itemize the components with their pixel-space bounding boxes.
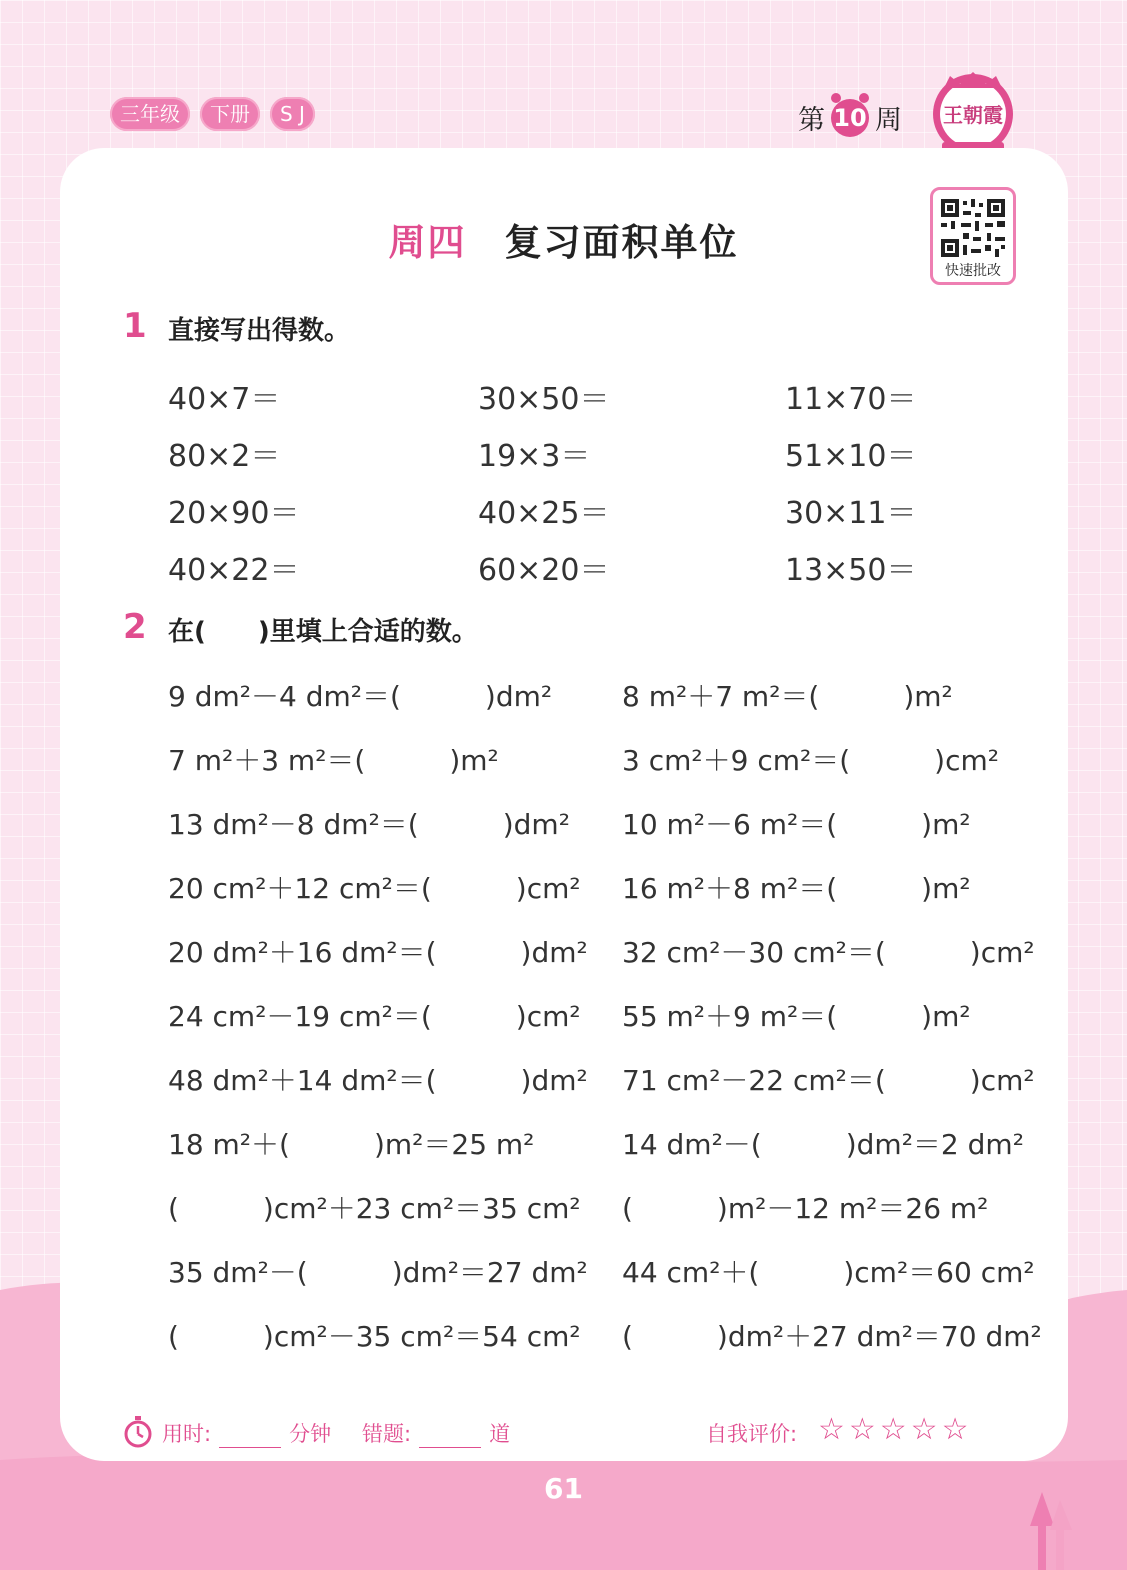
qr-code[interactable]	[930, 187, 1016, 285]
fill-blank-problem[interactable]: 13 dm²－8 dm²＝( )dm²	[168, 808, 570, 841]
week-indicator	[798, 98, 902, 137]
star-rating[interactable]: ☆☆☆☆☆	[818, 1412, 973, 1447]
edition-tag: S J	[270, 97, 315, 131]
grade-tag: 三年级	[110, 97, 190, 131]
fill-blank-problem[interactable]: 8 m²＋7 m²＝( )m²	[622, 680, 953, 713]
calc-problem: 11×70＝	[785, 382, 917, 417]
errors-unit: 道	[489, 1422, 511, 1446]
stopwatch-icon	[124, 1416, 152, 1448]
page-number: 61	[544, 1472, 583, 1505]
week-number-badge: 10	[831, 99, 869, 137]
section-2-number: 2	[123, 607, 147, 647]
time-label: 用时:	[162, 1422, 212, 1446]
fill-blank-problem[interactable]: 71 cm²－22 cm²＝( )cm²	[622, 1064, 1035, 1097]
rating-label: 自我评价:	[706, 1422, 798, 1446]
svg-text:王朝霞: 王朝霞	[943, 103, 1003, 127]
week-prefix: 第	[798, 105, 825, 136]
fill-blank-problem[interactable]: 32 cm²－30 cm²＝( )cm²	[622, 936, 1035, 969]
fill-blank-problem[interactable]: 7 m²＋3 m²＝( )m²	[168, 744, 499, 777]
fill-blank-problem[interactable]: 20 cm²＋12 cm²＝( )cm²	[168, 872, 581, 905]
fill-blank-problem[interactable]: 55 m²＋9 m²＝( )m²	[622, 1000, 971, 1033]
fill-blank-problem[interactable]: 3 cm²＋9 cm²＝( )cm²	[622, 744, 999, 777]
calc-problem: 20×90＝	[168, 496, 300, 531]
time-field[interactable]	[162, 1418, 331, 1448]
errors-field[interactable]	[362, 1418, 510, 1448]
week-suffix: 周	[875, 105, 902, 136]
section-1-number: 1	[123, 306, 147, 346]
fill-blank-problem[interactable]: 20 dm²＋16 dm²＝( )dm²	[168, 936, 588, 969]
title-topic: 复习面积单位	[504, 221, 739, 264]
fill-blank-problem[interactable]: ( )cm²－35 cm²＝54 cm²	[168, 1320, 581, 1353]
qr-pattern-icon	[933, 193, 1013, 263]
fill-blank-problem[interactable]: 48 dm²＋14 dm²＝( )dm²	[168, 1064, 588, 1097]
calc-problem: 40×7＝	[168, 382, 281, 417]
fill-blank-problem[interactable]: 18 m²＋( )m²＝25 m²	[168, 1128, 535, 1161]
errors-label: 错题:	[362, 1422, 412, 1446]
calc-problem: 19×3＝	[478, 439, 591, 474]
qr-label: 快速批改	[945, 263, 1001, 279]
volume-tag: 下册	[200, 97, 260, 131]
fill-blank-problem[interactable]: 9 dm²－4 dm²＝( )dm²	[168, 680, 553, 713]
calc-problem: 13×50＝	[785, 553, 917, 588]
fill-blank-problem[interactable]: 14 dm²－( )dm²＝2 dm²	[622, 1128, 1024, 1161]
calc-problem: 51×10＝	[785, 439, 917, 474]
calc-problem: 80×2＝	[168, 439, 281, 474]
fill-blank-problem[interactable]: ( )dm²＋27 dm²＝70 dm²	[622, 1320, 1042, 1353]
calc-problem: 60×20＝	[478, 553, 610, 588]
fill-blank-problem[interactable]: 16 m²＋8 m²＝( )m²	[622, 872, 971, 905]
fill-blank-problem[interactable]: 44 cm²＋( )cm²＝60 cm²	[622, 1256, 1035, 1289]
fill-blank-problem[interactable]: 10 m²－6 m²＝( )m²	[622, 808, 971, 841]
calc-problem: 40×25＝	[478, 496, 610, 531]
section-1-instruction: 直接写出得数。	[168, 316, 351, 346]
errors-blank[interactable]	[419, 1427, 481, 1448]
arrow-up-icon	[1028, 1492, 1076, 1570]
time-unit: 分钟	[289, 1422, 332, 1446]
fill-blank-problem[interactable]: ( )cm²＋23 cm²＝35 cm²	[168, 1192, 581, 1225]
title-day: 周四	[388, 221, 467, 264]
fill-blank-problem[interactable]: ( )m²－12 m²＝26 m²	[622, 1192, 989, 1225]
time-blank[interactable]	[219, 1427, 281, 1448]
section-2-instruction: 在( )里填上合适的数。	[168, 617, 478, 647]
calc-problem: 30×11＝	[785, 496, 917, 531]
fill-blank-problem[interactable]: 24 cm²－19 cm²＝( )cm²	[168, 1000, 581, 1033]
grade-tags	[110, 97, 315, 131]
calc-problem: 30×50＝	[478, 382, 610, 417]
calc-problem: 40×22＝	[168, 553, 300, 588]
fill-blank-problem[interactable]: 35 dm²－( )dm²＝27 dm²	[168, 1256, 588, 1289]
